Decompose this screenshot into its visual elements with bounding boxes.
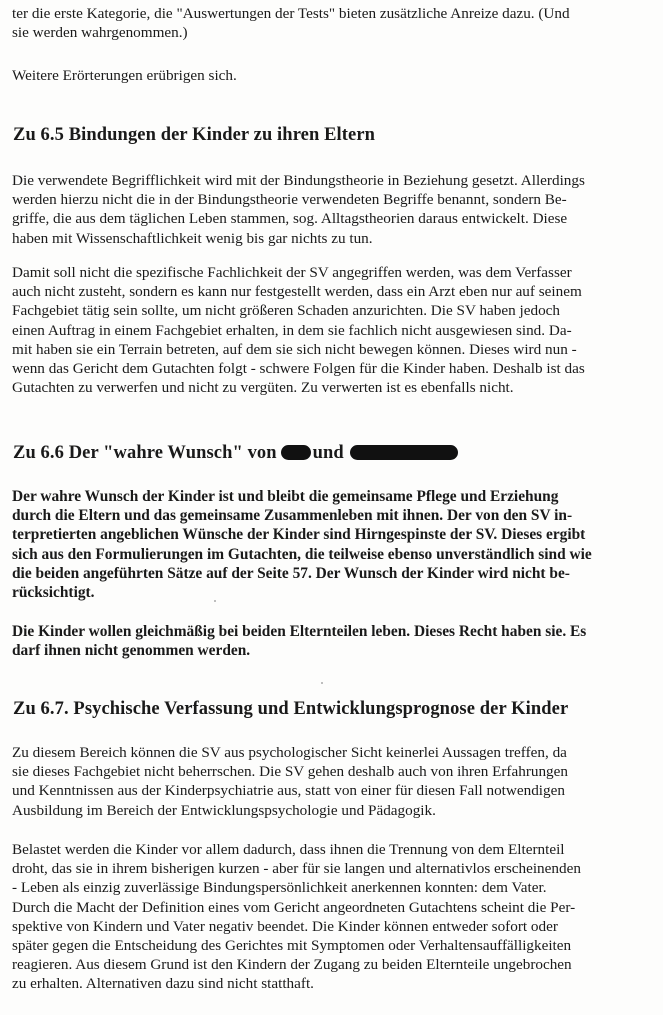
text-line: Ausbildung im Bereich der Entwicklungspsychologie und Pädagogik. bbox=[12, 801, 436, 819]
text-line: sie dieses Fachgebiet nicht beherrschen. Die SV gehen deshalb auch von ihren Erfahrungen bbox=[12, 763, 568, 781]
text-line: werden hierzu nicht die in der Bindungstheorie verwendeten Begriffe benannt, sondern Be- bbox=[12, 191, 567, 209]
section-heading-6-5: Zu 6.5 Bindungen der Kinder zu ihren Eltern bbox=[13, 125, 376, 145]
text-line: haben mit Wissenschaftlichkeit wenig bis gar nichts zu tun. bbox=[12, 229, 373, 247]
redacted-name-block bbox=[281, 445, 311, 460]
text-line: und Kenntnissen aus der Kinderpsychiatrie aus, statt von einer für diesen Fall notwendigen bbox=[12, 782, 565, 800]
text-line: droht, das sie in ihrem bisherigen kurzen - aber für sie langen und alternativlos erscheinenden bbox=[12, 860, 581, 878]
text-line: mit haben sie ein Terrain betreten, auf dem sie sich nicht bewegen können. Dieses wird nun - bbox=[12, 340, 577, 358]
text-line: einen Auftrag in einem Fachgebiet erhalten, in dem sie fachlich nicht ausgewiesen sind. Da- bbox=[12, 321, 572, 339]
text-line: ter die erste Kategorie, die "Auswertungen der Tests" bieten zusätzliche Anreize dazu. (Und bbox=[12, 5, 570, 22]
section-6-7-paragraph-1 bbox=[12, 743, 655, 820]
section-6-7-paragraph-2 bbox=[12, 840, 655, 994]
heading-mid: und bbox=[312, 443, 344, 463]
text-line: griffe, die aus dem täglichen Leben stammen, sog. Alltagstheorien daraus entwickelt. Diese bbox=[12, 210, 568, 228]
redacted-name-block bbox=[350, 445, 458, 460]
text-line: Durch die Macht der Definition eines vom Gericht angeordneten Gutachtens scheint die Per- bbox=[12, 898, 576, 916]
text-line: wenn das Gericht dem Gutachten folgt - schwere Folgen für die Kinder haben. Deshalb ist das bbox=[12, 360, 585, 378]
text-line: sie werden wahrgenommen.) bbox=[12, 24, 188, 42]
text-line: Die verwendete Begrifflichkeit wird mit der Bindungstheorie in Beziehung gesetzt. Allerdings bbox=[12, 172, 585, 189]
text-line: Gutachten zu verwerfen und nicht zu vergüten. Zu verwerten ist es ebenfalls nicht. bbox=[12, 379, 514, 397]
section-6-6-paragraph-1 bbox=[12, 487, 655, 602]
intro-paragraph bbox=[12, 4, 655, 42]
text-line: Fachgebiet tätig sein sollte, um nicht größeren Schaden anzurichten. Die SV haben jedoch bbox=[12, 302, 560, 320]
text-line: Belastet werden die Kinder vor allem dadurch, dass ihnen die Trennung von dem Elternteil bbox=[12, 841, 565, 858]
section-heading-6-6 bbox=[13, 443, 458, 464]
text-line: Weitere Erörterungen erübrigen sich. bbox=[12, 67, 237, 84]
text-line: reagieren. Aus diesem Grund ist den Kindern der Zugang zu beiden Elternteile ungebrochen bbox=[12, 956, 572, 974]
section-6-5-paragraph-2 bbox=[12, 263, 655, 397]
section-6-5-paragraph-1 bbox=[12, 171, 655, 248]
text-line: zu erhalten. Alternativen dazu sind nicht statthaft. bbox=[12, 975, 314, 993]
text-line: Der wahre Wunsch der Kinder ist und bleibt die gemeinsame Pflege und Erziehung bbox=[12, 488, 559, 505]
heading-prefix: Zu 6.6 Der "wahre Wunsch" von bbox=[13, 443, 277, 463]
text-line: Damit soll nicht die spezifische Fachlichkeit der SV angegriffen werden, was dem Verfasser bbox=[12, 264, 572, 281]
section-6-6-paragraph-2 bbox=[12, 622, 655, 660]
section-heading-6-7: Zu 6.7. Psychische Verfassung und Entwicklungsprognose der Kinder bbox=[13, 699, 569, 719]
text-line: - Leben als einzig zuverlässige Bindungspersönlichkeit anerkennen konnten: dem Vater. bbox=[12, 879, 547, 897]
text-line: später gegen die Entscheidung des Gerichtes mit Symptomen oder Verhaltensauffälligkeiten bbox=[12, 937, 572, 955]
text-line: rücksichtigt. bbox=[12, 584, 95, 602]
text-line: spektive von Kindern und Vater negativ beendet. Die Kinder können entweder sofort oder bbox=[12, 917, 558, 935]
text-line: darf ihnen nicht genommen werden. bbox=[12, 642, 251, 660]
text-line: Zu diesem Bereich können die SV aus psychologischer Sicht keinerlei Aussagen treffen, da bbox=[12, 744, 567, 761]
text-line: auch nicht zusteht, sondern es kann nur festgestellt werden, dass ein Arzt eben nur auf seinem bbox=[12, 283, 582, 301]
scan-speck bbox=[321, 682, 323, 684]
intro-closing bbox=[12, 66, 655, 85]
text-line: durch die Eltern und das gemeinsame Zusammenleben mit ihnen. Der von den SV in- bbox=[12, 507, 573, 525]
text-line: sich aus den Formulierungen im Gutachten, die teilweise ebenso unverständlich sind wie bbox=[12, 545, 592, 563]
scan-speck bbox=[214, 600, 216, 602]
text-line: die beiden angeführten Sätze auf der Seite 57. Der Wunsch der Kinder wird nicht be- bbox=[12, 564, 570, 582]
text-line: terpretierten angeblichen Wünsche der Kinder sind Hirngespinste der SV. Dieses ergibt bbox=[12, 526, 586, 544]
text-line: Die Kinder wollen gleichmäßig bei beiden Elternteilen leben. Dieses Recht haben sie. Es bbox=[12, 623, 587, 640]
